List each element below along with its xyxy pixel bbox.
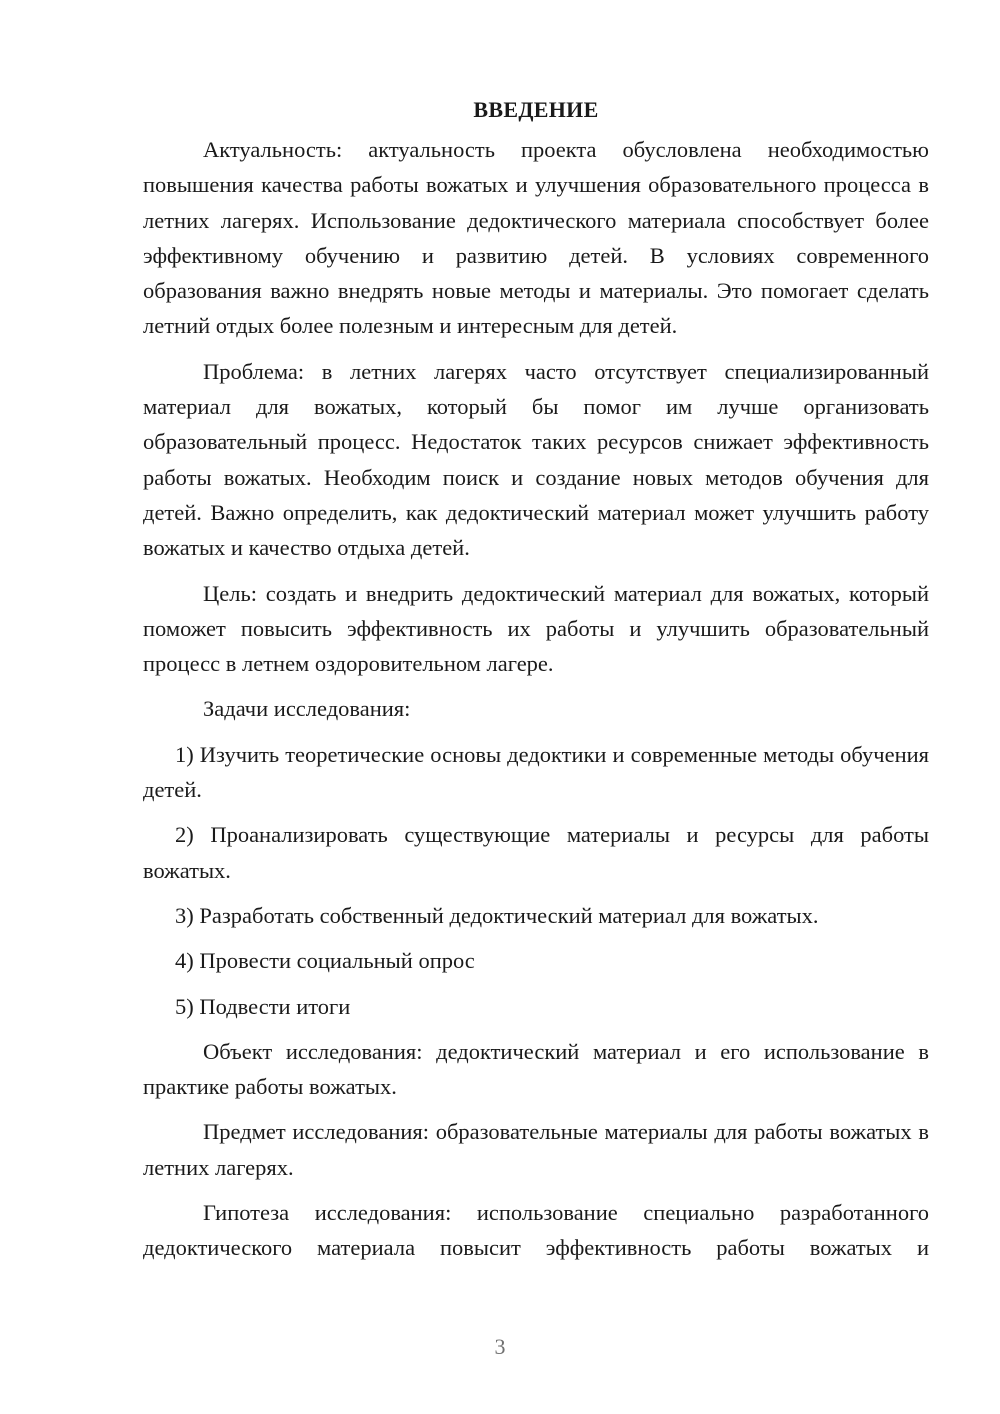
document-page bbox=[143, 95, 929, 1276]
task-item-5: 5) Подвести итоги bbox=[175, 993, 351, 1019]
task-item-2: 2) Проанализировать существующие материалы и ресурсы для работы вожатых. bbox=[143, 822, 929, 883]
task-item-4: 4) Провести социальный опрос bbox=[175, 948, 475, 974]
paragraph-relevance: Актуальность: актуальность проекта обусловлена необходимостью повышения качества работы вожатых и улучшения образовательного процесса в летних лагерях. Использование дедоктического материала способствует более эффективному обучению и развитию детей. В условиях современного образования важно внедрять новые методы и материалы. Это помогает сделать летний отдых более полезным и интересным для детей. bbox=[143, 137, 929, 339]
tasks-heading: Задачи исследования: bbox=[203, 696, 411, 722]
paragraph-subject: Предмет исследования: образовательные материалы для работы вожатых в летних лагерях. bbox=[143, 1119, 929, 1180]
paragraph-problem: Проблема: в летних лагерях часто отсутствует специализированный материал для вожатых, который бы помог им лучше организовать образовательный процесс. Недостаток таких ресурсов снижает эффективность работы вожатых. Необходим поиск и создание новых методов обучения для детей. Важно определить, как дедоктический материал может улучшить работу вожатых и качество отдыха детей. bbox=[143, 358, 929, 561]
task-item-1: 1) Изучить теоретические основы дедоктики и современные методы обучения детей. bbox=[143, 741, 929, 803]
paragraph-goal: Цель: создать и внедрить дедоктический материал для вожатых, который поможет повысить эффективность их работы и улучшить образовательный процесс в летнем оздоровительном лагере. bbox=[143, 580, 929, 677]
page-number: 3 bbox=[494, 1334, 506, 1359]
task-item-3: 3) Разработать собственный дедоктический материал для вожатых. bbox=[175, 902, 819, 928]
paragraph-hypothesis: Гипотеза исследования: использование специально разработанного дедоктического материала повысит эффективность работы вожатых и bbox=[143, 1200, 929, 1261]
paragraph-object: Объект исследования: дедоктический материал и его использование в практике работы вожатых. bbox=[143, 1038, 929, 1100]
page-title: ВВЕДЕНИЕ bbox=[473, 97, 599, 122]
